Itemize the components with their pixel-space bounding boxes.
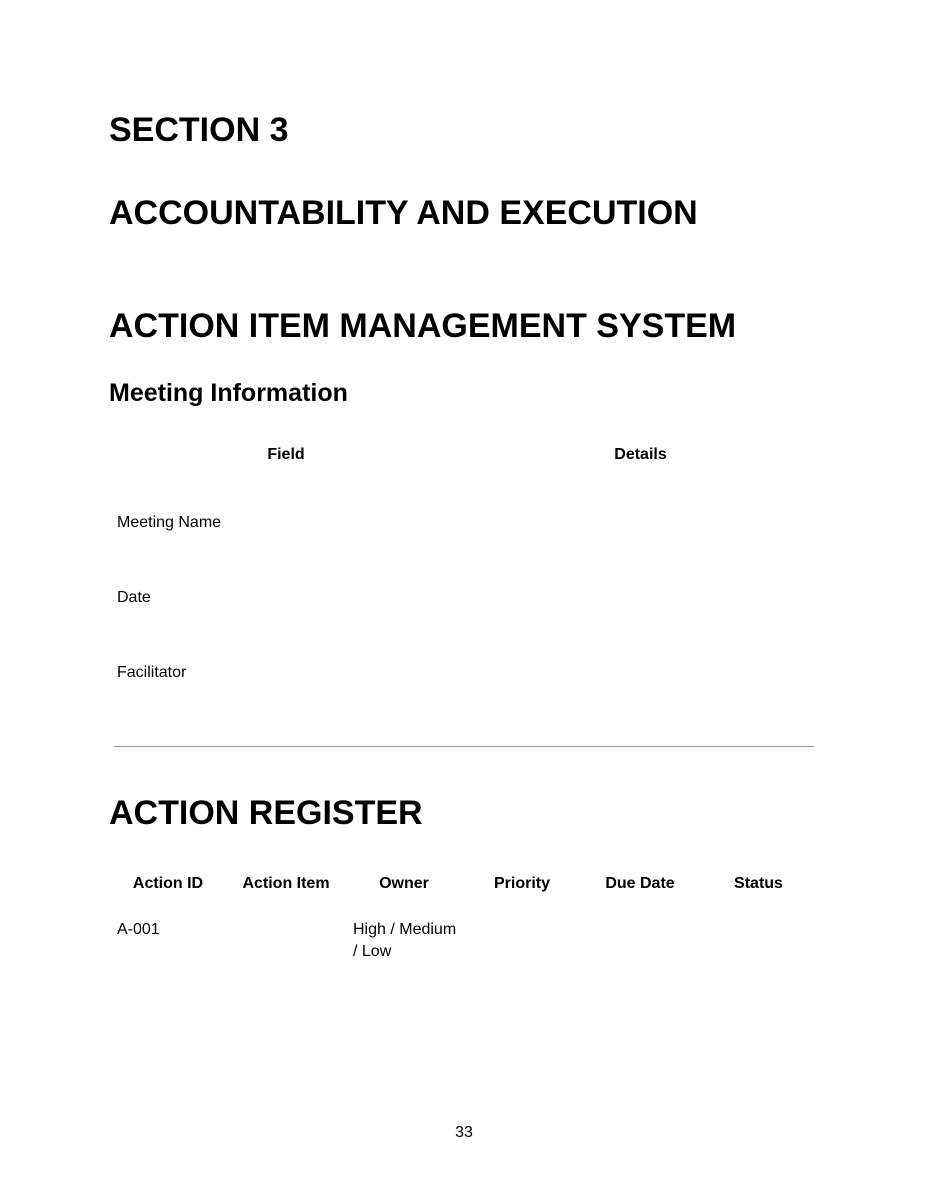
column-header-status: Status	[734, 874, 783, 892]
section-title: ACCOUNTABILITY AND EXECUTION	[109, 194, 698, 232]
table-row	[109, 914, 818, 1029]
owner-cell: High / Medium / Low	[353, 921, 457, 960]
column-header-due-date: Due Date	[605, 874, 675, 892]
action-register-table	[109, 853, 818, 1029]
meeting-information-table	[109, 424, 818, 710]
page-number: 33	[455, 1124, 473, 1141]
table-row	[109, 485, 818, 560]
status-cell	[699, 914, 818, 1029]
field-cell-facilitator: Facilitator	[117, 663, 187, 681]
field-cell-meeting-name: Meeting Name	[117, 513, 222, 531]
action-item-cell	[227, 914, 345, 1029]
section-label: SECTION 3	[109, 111, 289, 149]
due-date-cell	[581, 914, 699, 1029]
column-header-field: Field	[267, 445, 305, 463]
table-row	[109, 560, 818, 635]
action-id-cell: A-001	[117, 921, 160, 938]
column-header-owner: Owner	[379, 874, 429, 892]
table-header-row	[109, 853, 818, 914]
field-cell-date: Date	[117, 588, 151, 606]
column-header-details: Details	[614, 445, 667, 463]
meeting-information-heading: Meeting Information	[109, 379, 348, 407]
system-title: ACTION ITEM MANAGEMENT SYSTEM	[109, 307, 737, 345]
horizontal-divider	[114, 746, 814, 747]
details-cell-date	[463, 560, 818, 635]
action-register-heading: ACTION REGISTER	[109, 794, 423, 832]
details-cell-facilitator	[463, 635, 818, 710]
column-header-action-item: Action Item	[242, 874, 330, 892]
table-header-row	[109, 424, 818, 485]
table-row	[109, 635, 818, 710]
details-cell-meeting-name	[463, 485, 818, 560]
column-header-action-id: Action ID	[132, 874, 204, 892]
priority-cell	[463, 914, 581, 1029]
column-header-priority: Priority	[493, 874, 550, 892]
